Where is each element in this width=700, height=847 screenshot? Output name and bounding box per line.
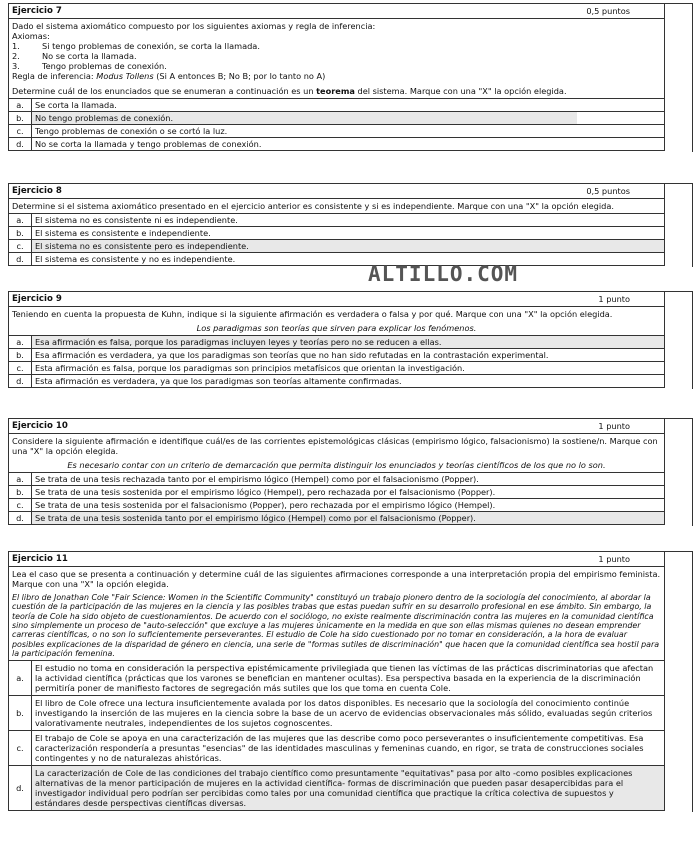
axiom-item: 1. Si tengo problemas de conexión, se corta la llamada.: [12, 41, 260, 51]
answer-box: [662, 183, 693, 267]
question-text: Determine si el sistema axiomático presentado en el ejercicio anterior es consistente y si es independiente. Marque con una "X" la opción elegida.: [12, 201, 614, 211]
intro-line: Axiomas:: [12, 31, 50, 41]
exercise-title: Ejercicio 11: [12, 554, 68, 564]
exercise-9: [8, 291, 693, 388]
exercise-8-table: [8, 183, 665, 266]
option-d[interactable]: d. El sistema es consistente y no es independiente.: [9, 252, 664, 265]
exercise-statement: [9, 19, 664, 98]
option-a[interactable]: a. El estudio no toma en consideración la perspectiva epistémicamente privilegiada que tienen las víctimas de las prácticas discriminatorias que afectan la actividad científica (prácticas que los varones se benefician en mantener ocultas). Esa perspectiva basada en la experiencia de la discriminación permitiría poner de manifiesto factores de segregación más sutiles que los que toma en cuenta Cole.: [9, 660, 664, 695]
option-b[interactable]: b. El libro de Cole ofrece una lectura insuficientemente avalada por los datos disponibles. Es necesario que la sociología del conocimiento continúe investigando la inserción de las mujeres en la ciencia sobre la base de un acervo de evidencias observacionales más sólido, evaluadas según criterios valorativamente neutrales, independientes de los sujetos cognoscentes.: [9, 695, 664, 730]
answer-box: [662, 551, 693, 812]
answer-box: [662, 291, 693, 389]
option-c[interactable]: c. El trabajo de Cole se apoya en una caracterización de las mujeres que las describe como poco perseverantes o insuficientemente competitivas. Esa caracterización respondería a presuntas "esencias" de las identidades masculinas y femeninas cuando, en rigor, se trata de construcciones sociales contingentes y no de naturalezas ahistóricas.: [9, 730, 664, 765]
exercise-9-table: [8, 291, 665, 388]
option-d[interactable]: d. No se corta la llamada y tengo problemas de conexión.: [9, 137, 664, 150]
axiom-item: 2. No se corta la llamada.: [12, 51, 137, 61]
option-c[interactable]: c. El sistema no es consistente pero es independiente.: [9, 239, 664, 252]
option-a[interactable]: a. Se trata de una tesis rechazada tanto por el empirismo lógico (Hempel) como por el falsacionismo (Popper).: [9, 472, 664, 485]
case-text: El libro de Jonathan Cole "Fair Science: Women in the Scientific Community" constituyó un trabajo pionero dentro de la sociología del conocimiento, al abordar la cuestión de la participación de las mujeres en la ciencia y las posibles trabas que estas puedan sufrir en su desarrollo profesional en ese ámbito. Sin embargo, la teoría de Cole ha sido objeto de cuestionamientos. De acuerdo con el sociólogo, no existe realmente discriminación contra las mujeres en la comunidad científica sino simplemente un proceso de "auto-selección" que excluye a las mujeres únicamente en la medida en que son ellas mismas quienes no desean emprender carreras científicas, o no son lo suficientemente perseverantes. El estudio de Cole ha sido cuestionado por no tomar en consideración, a la hora de evaluar posibles explicaciones de la disparidad de género en ciencia, una serie de "formas sutiles de discriminación" que hacen que la comunidad científica sea hostil para la participación femenina.: [12, 593, 660, 658]
option-b[interactable]: b. Se trata de una tesis sostenida por el empirismo lógico (Hempel), pero rechazada por el falsacionismo (Popper).: [9, 485, 664, 498]
option-b[interactable]: b. Esa afirmación es verdadera, ya que los paradigmas son teorías que no han sido refutadas en la contrastación experimental.: [9, 348, 664, 361]
option-a[interactable]: a. Esa afirmación es falsa, porque los paradigmas incluyen leyes y teorías pero no se reducen a ellas.: [9, 335, 664, 348]
question-text: Considere la siguiente afirmación e identifique cuál/es de las corrientes epistemológicas clásicas (empirismo lógico, falsacionismo) la sostiene/n. Marque con una "X" la opción elegida.: [12, 436, 658, 456]
question-text: Determine cuál de los enunciados que se enumeran a continuación es un teorema del sistema. Marque con una "X" la opción elegida.: [12, 86, 567, 96]
option-c[interactable]: c. Se trata de una tesis sostenida por el falsacionismo (Popper), pero rechazada por el empirismo lógico (Hempel).: [9, 498, 664, 511]
exercise-title: Ejercicio 7: [12, 6, 62, 16]
option-b[interactable]: b. El sistema es consistente e independiente.: [9, 226, 664, 239]
quote-text: Es necesario contar con un criterio de demarcación que permita distinguir los enunciados y teorías científicos de los que no lo son.: [67, 460, 606, 470]
inference-rule: Regla de inferencia: Modus Tollens (Si A entonces B; No B; por lo tanto no A): [12, 71, 326, 81]
exercise-7: [8, 3, 693, 151]
exercise-header: [9, 419, 664, 434]
exercise-title: Ejercicio 10: [12, 421, 68, 431]
quote-text: Los paradigmas son teorías que sirven para explicar los fenómenos.: [196, 323, 477, 333]
exercise-points: 0,5 puntos: [586, 186, 630, 196]
option-c[interactable]: c. Esta afirmación es falsa, porque los paradigmas son principios metafísicos que orientan la investigación.: [9, 361, 664, 374]
option-a[interactable]: a. El sistema no es consistente ni es independiente.: [9, 213, 664, 226]
exercise-header: [9, 292, 664, 307]
answer-box: [662, 418, 693, 526]
exercise-points: 0,5 puntos: [586, 6, 630, 16]
exercise-points: 1 punto: [598, 554, 630, 564]
exercise-header: [9, 184, 664, 199]
exercise-header: [9, 552, 664, 567]
question-text: Teniendo en cuenta la propuesta de Kuhn, indique si la siguiente afirmación es verdadera o falsa y por qué. Marque con una "X" la opción elegida.: [12, 309, 613, 319]
exercise-10-table: [8, 418, 665, 525]
exercise-header: [9, 4, 664, 19]
exercise-title: Ejercicio 8: [12, 186, 62, 196]
option-d[interactable]: d. Esta afirmación es verdadera, ya que los paradigmas son teorías altamente confirmadas.: [9, 374, 664, 387]
intro-line: Dado el sistema axiomático compuesto por los siguientes axiomas y regla de inferencia:: [12, 21, 376, 31]
exercise-points: 1 punto: [598, 294, 630, 304]
exercise-8: [8, 183, 693, 266]
exercise-11: [8, 551, 693, 811]
exercise-title: Ejercicio 9: [12, 294, 62, 304]
exercise-points: 1 punto: [598, 421, 630, 431]
option-c[interactable]: c. Tengo problemas de conexión o se cortó la luz.: [9, 124, 664, 137]
option-d[interactable]: d. Se trata de una tesis sostenida tanto por el empirismo lógico (Hempel) como por el falsacionismo (Popper).: [9, 511, 664, 524]
exercise-7-table: [8, 3, 665, 151]
option-a[interactable]: a. Se corta la llamada.: [9, 98, 664, 111]
exercise-11-table: [8, 551, 665, 811]
axiom-item: 3. Tengo problemas de conexión.: [12, 61, 167, 71]
question-text: Lea el caso que se presenta a continuación y determine cuál de las siguientes afirmaciones corresponde a una interpretación propia del empirismo feminista. Marque con una "X" la opción elegida.: [12, 569, 661, 589]
exercise-10: [8, 418, 693, 525]
answer-box: [662, 3, 693, 152]
option-b[interactable]: b. No tengo problemas de conexión.: [9, 111, 664, 124]
option-d[interactable]: d. La caracterización de Cole de las condiciones del trabajo científico como presuntamente "equitativas" pasa por alto -como posibles explicaciones alternativas de la menor participación de mujeres en la actividad científica- formas de discriminación que pueden pasar desapercibidas para el investigador individual pero podrían ser percibidas como tales por una comunidad científica que practique la crítica colectiva de supuestos y estándares desde perspectivas científicas diversas.: [9, 765, 664, 810]
watermark: ALTILLO.COM: [368, 262, 519, 286]
